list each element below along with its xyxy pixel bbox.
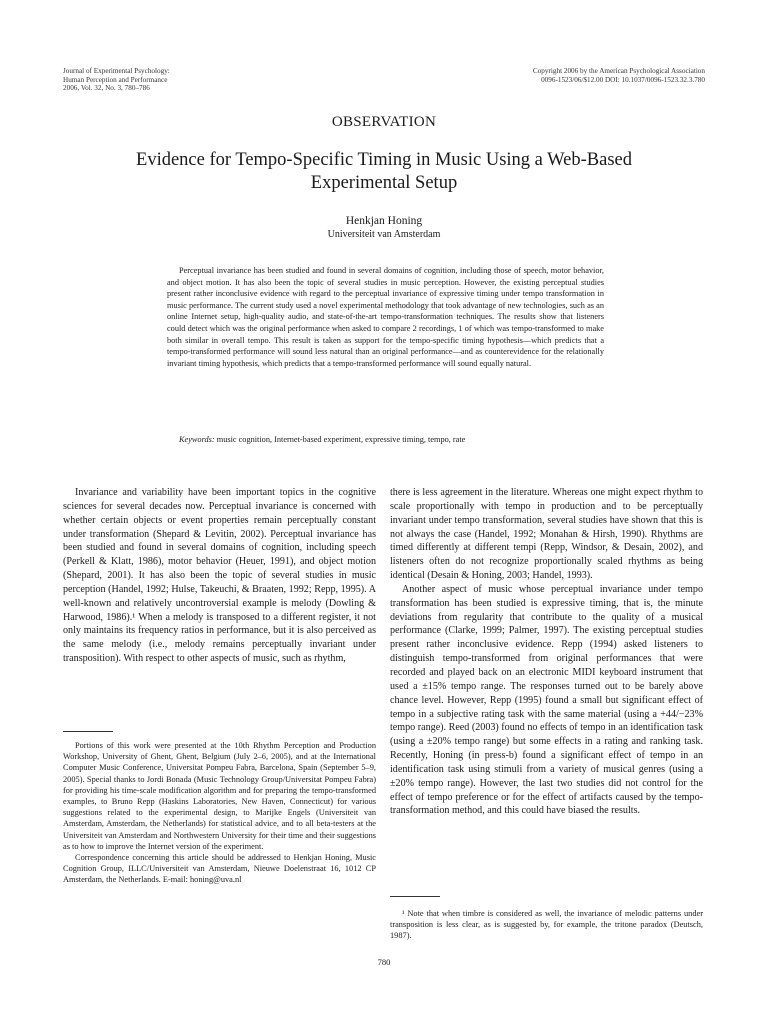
- footnote-1: ¹ Note that when timbre is considered as well, the invariance of melodic patterns under transposition is less clear, as is suggested by, for example, the tritone paradox (Deutsch, 1987).: [390, 909, 703, 941]
- author-affiliation: Universiteit van Amsterdam: [327, 229, 441, 240]
- body-column-right: [390, 486, 703, 818]
- body-paragraph: Another aspect of music whose perceptual invariance under tempo transformation has been studied is expressive timing, that is, the minute deviations from regularity that contribute to the quality of a musical performance (Clarke, 1999; Palmer, 1997). The existing perceptual studies present rather inconclusive evidence. Repp (1994) asked listeners to distinguish tempo-transformed from original performances that were recorded and played back on an electronic MIDI keyboard instrument that used a ±15% tempo range. The responses turned out to be barely above chance level. However, Repp (1995) found a small but significant effect of tempo in a subjective rating task with the same material (using a +44/−23% tempo range). Reed (2003) found no effects of tempo in an identification task (using a ±20% tempo range) but some effects in a rating and ranking task. Recently, Honing (in press-b) found a significant effect of tempo in an identification task using stimuli from a variety of musical genres (using a ±20% tempo range). However, the last two studies did not control for the effect of tempo preference or for the effect of artifacts caused by the tempo-transformation method, and this could have biased the results.: [390, 583, 703, 817]
- author-note: [63, 740, 376, 886]
- author-name: Henkjan Honing: [345, 215, 423, 227]
- correspondence-note: Correspondence concerning this article should be addressed to Henkjan Honing, Music Cognition Group, ILLC/Universiteit van Amsterdam, Nieuwe Doelenstraat 16, 1012 CP Amsterdam, the Netherlands. E-mail: honing@uva.nl: [63, 853, 376, 885]
- doi-line: 0096-1523/06/$12.00 DOI: 10.1037/0096-1523.32.3.780: [541, 75, 705, 84]
- keywords-text: music cognition, Internet-based experiment, expressive timing, tempo, rate: [216, 435, 466, 444]
- journal-subtitle-line: Human Perception and Performance: [63, 75, 168, 84]
- article-title: Evidence for Tempo-Specific Timing in Music Using a Web-Based Experimental Setup: [136, 150, 632, 193]
- journal-name-line: Journal of Experimental Psychology:: [63, 67, 170, 75]
- copyright-line: Copyright 2006 by the American Psychological Association: [532, 67, 705, 75]
- section-label: OBSERVATION: [331, 114, 437, 130]
- journal-header-left: [63, 67, 170, 93]
- body-paragraph: Invariance and variability have been important topics in the cognitive sciences for several decades now. Perceptual invariance is concerned with whether certain objects or event properties remain perceptually constant under transformation (Shepard & Levitin, 2002). Perceptual invariance has been studied and found in several domains of cognition, including speech (Perkell & Klatt, 1986), motor behavior (Heuer, 1991), and object motion (Shepard, 2001). It has also been the topic of several studies in music perception (Handel, 1992; Hulse, Takeuchi, & Braaten, 1992; Repp, 1995). A well-known and relatively uncontroversial example is melody (Dowling & Harwood, 1986).¹ When a melody is transposed to a different register, it not only maintains its frequency ratios in performance, but it is also perceived as the same melody (i.e., melody remains perceptually invariant under transposition). With respect to other aspects of music, such as rhythm,: [63, 487, 376, 665]
- body-paragraph: there is less agreement in the literature. Whereas one might expect rhythm to scale proportionally with tempo in production and to be perceptually invariant under tempo transformation, several studies have shown that this is not always the case (Handel, 1992; Monahan & Hirsh, 1990). Rhythms are timed differently at different tempi (Repp, Windsor, & Desain, 2002), and listeners often do not recognize proportionally scaled rhythms as being identical (Desain & Honing, 2003; Handel, 1993).: [390, 487, 703, 582]
- body-column-left: [63, 486, 376, 666]
- page-number: 780: [377, 957, 391, 967]
- footnote-divider: [63, 731, 113, 732]
- abstract: Perceptual invariance has been studied and found in several domains of cognition, including those of speech, motor behavior, and object motion. It has also been the topic of several studies in music perception. However, the existing perceptual studies present rather inconclusive evidence with regard to the perceptual invariance of expressive timing under tempo transformation in music performance. The current study used a novel experimental methodology that took advantage of new technologies, such as an online Internet setup, high-quality audio, and state-of-the-art tempo-transformation techniques. The results show that listeners could detect which was the original performance when asked to compare 2 recordings, 1 of which was tempo-transformed to make both similar in overall tempo. This result is taken as support for the tempo-specific timing hypothesis—which predicts that a tempo-transformed performance will sound less natural than an original performance—and as counterevidence for the relationally invariant timing hypothesis, which predicts that a tempo-transformed performance will sound equally natural.: [167, 266, 604, 368]
- keywords-label: Keywords:: [179, 435, 215, 444]
- footnote-divider: [390, 896, 440, 897]
- journal-volume-line: 2006, Vol. 32, No. 3, 780–786: [63, 84, 150, 93]
- keywords: [167, 434, 604, 446]
- journal-header-right: [533, 67, 705, 84]
- acknowledgment-note: Portions of this work were presented at the 10th Rhythm Perception and Production Workshop, University of Ghent, Ghent, Belgium (July 2–6, 2005), and at the International Computer Music Conference, Universitat Pompeu Fabra, Barcelona, Spain (September 5–9, 2005). Special thanks to Jordi Bonada (Music Technology Group/Universitat Pompeu Fabra) for providing his time-scale modification algorithm and for preparing the tempo-transformed examples, to Bruno Repp (Haskins Laboratories, New Haven, Connecticut) for various suggestions related to the experimental design, to Marijke Engels (Universiteit van Amsterdam, Amsterdam, the Netherlands) for statistical advice, and to all beta-testers at the Universiteit van Amsterdam and Northwestern University for their time and their suggestions as to how to improve the Internet version of the experiment.: [63, 741, 376, 851]
